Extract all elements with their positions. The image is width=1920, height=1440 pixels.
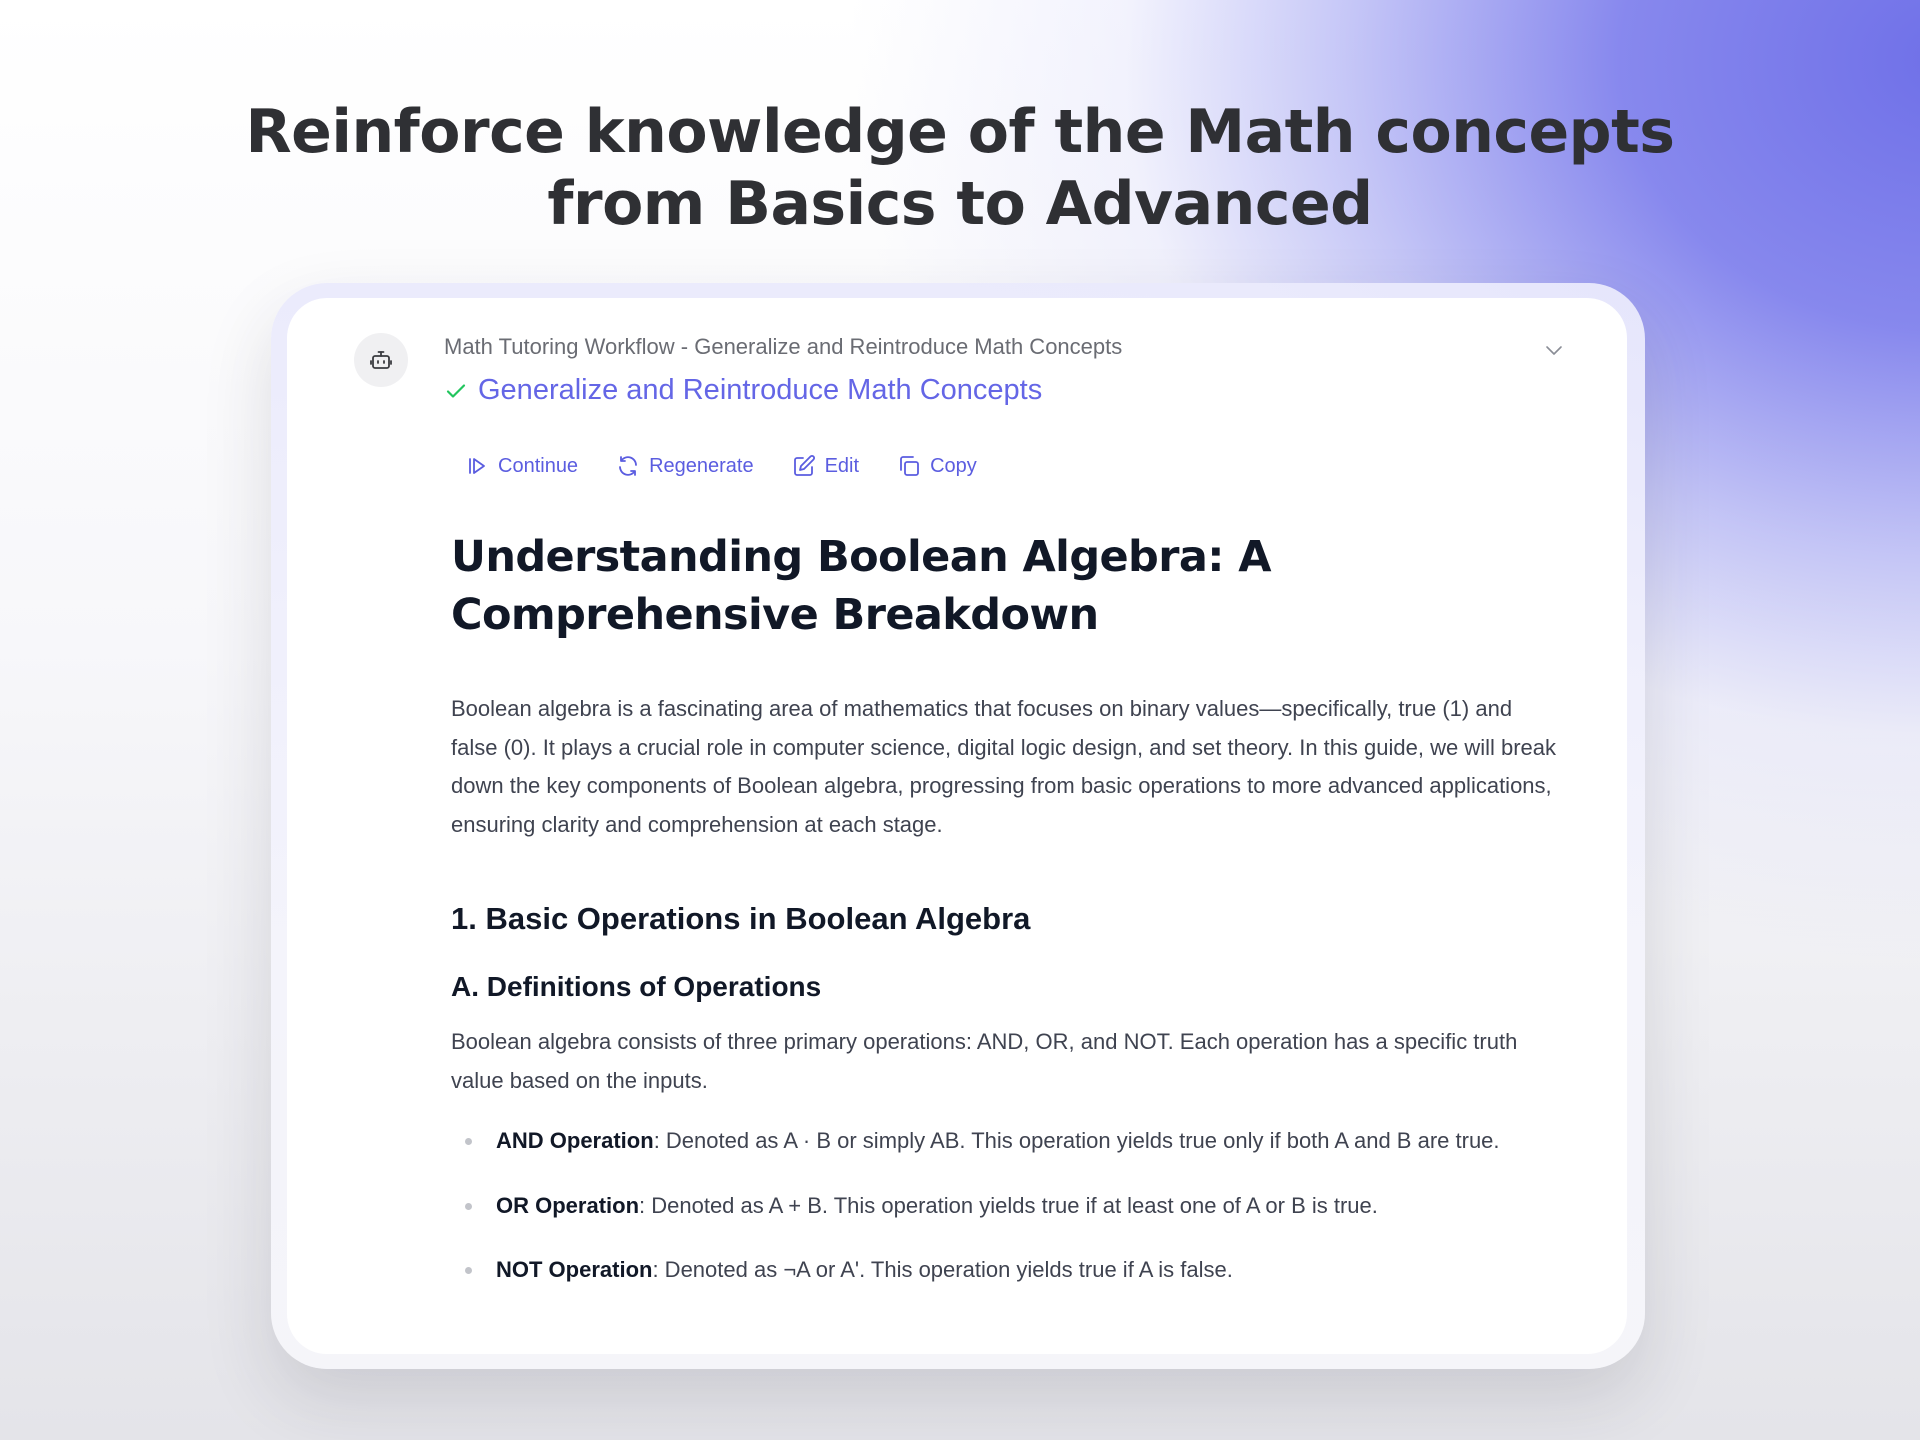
- edit-button[interactable]: [792, 454, 859, 478]
- robot-icon: [354, 333, 408, 387]
- step-title[interactable]: Generalize and Reintroduce Math Concepts: [478, 374, 1043, 406]
- step-status-row: [444, 374, 1042, 407]
- document-title: [451, 528, 1559, 644]
- edit-label: Edit: [824, 454, 860, 477]
- bullet-dot: [465, 1267, 472, 1274]
- copy-button[interactable]: [897, 454, 977, 478]
- edit-icon: [792, 454, 816, 478]
- copy-label: Copy: [930, 454, 977, 477]
- hero-line-1: Reinforce knowledge of the Math concepts: [245, 97, 1675, 167]
- document-content: [451, 528, 1559, 1316]
- operation-name: OR Operation: [496, 1192, 640, 1218]
- subsection-paragraph: Boolean algebra consists of three primary operations: AND, OR, and NOT. Each operation has a specific truth value based on the inputs.: [451, 1029, 1518, 1093]
- check-icon: [444, 379, 468, 403]
- operation-name: NOT Operation: [496, 1257, 653, 1282]
- operation-description: : Denoted as A + B. This operation yields true if at least one of A or B is true.: [639, 1192, 1378, 1218]
- hero-line-2: from Basics to Advanced: [547, 169, 1373, 239]
- operation-description: : Denoted as ¬A or A'. This operation yields true if A is false.: [652, 1257, 1233, 1282]
- operation-description: : Denoted as A · B or simply AB. This operation yields true only if both A and B are true.: [653, 1128, 1500, 1153]
- hero-heading: [0, 96, 1920, 240]
- regenerate-label: Regenerate: [649, 454, 754, 477]
- operation-name: AND Operation: [496, 1128, 654, 1153]
- continue-icon: [465, 454, 489, 478]
- continue-button[interactable]: [465, 454, 578, 478]
- list-item: [451, 1251, 1559, 1290]
- copy-icon: [897, 454, 921, 478]
- document-title-line-1: Understanding Boolean Algebra: A: [451, 532, 1271, 582]
- workflow-output-card: [287, 298, 1627, 1354]
- bullet-dot: [465, 1138, 472, 1145]
- operations-list: [451, 1122, 1559, 1290]
- document-title-line-2: Comprehensive Breakdown: [451, 590, 1099, 640]
- bullet-dot: [465, 1203, 472, 1210]
- list-item: [451, 1187, 1559, 1226]
- chevron-down-icon[interactable]: [1542, 338, 1566, 362]
- regenerate-icon: [616, 454, 640, 478]
- list-item: [451, 1122, 1559, 1161]
- intro-paragraph: Boolean algebra is a fascinating area of mathematics that focuses on binary values—specifically, true (1) and false (0). It plays a crucial role in computer science, digital logic design, and set theory. In this guide, we will break down the key components of Boolean algebra, progressing from basic operations to more advanced applications, ensuring clarity and comprehension at each stage.: [451, 696, 1557, 837]
- continue-label: Continue: [498, 454, 579, 477]
- section-heading: 1. Basic Operations in Boolean Algebra: [451, 901, 1031, 936]
- workflow-path: Math Tutoring Workflow - Generalize and Reintroduce Math Concepts: [444, 334, 1123, 359]
- regenerate-button[interactable]: [616, 454, 754, 478]
- subsection-heading: A. Definitions of Operations: [451, 971, 822, 1002]
- action-toolbar: [465, 454, 1015, 478]
